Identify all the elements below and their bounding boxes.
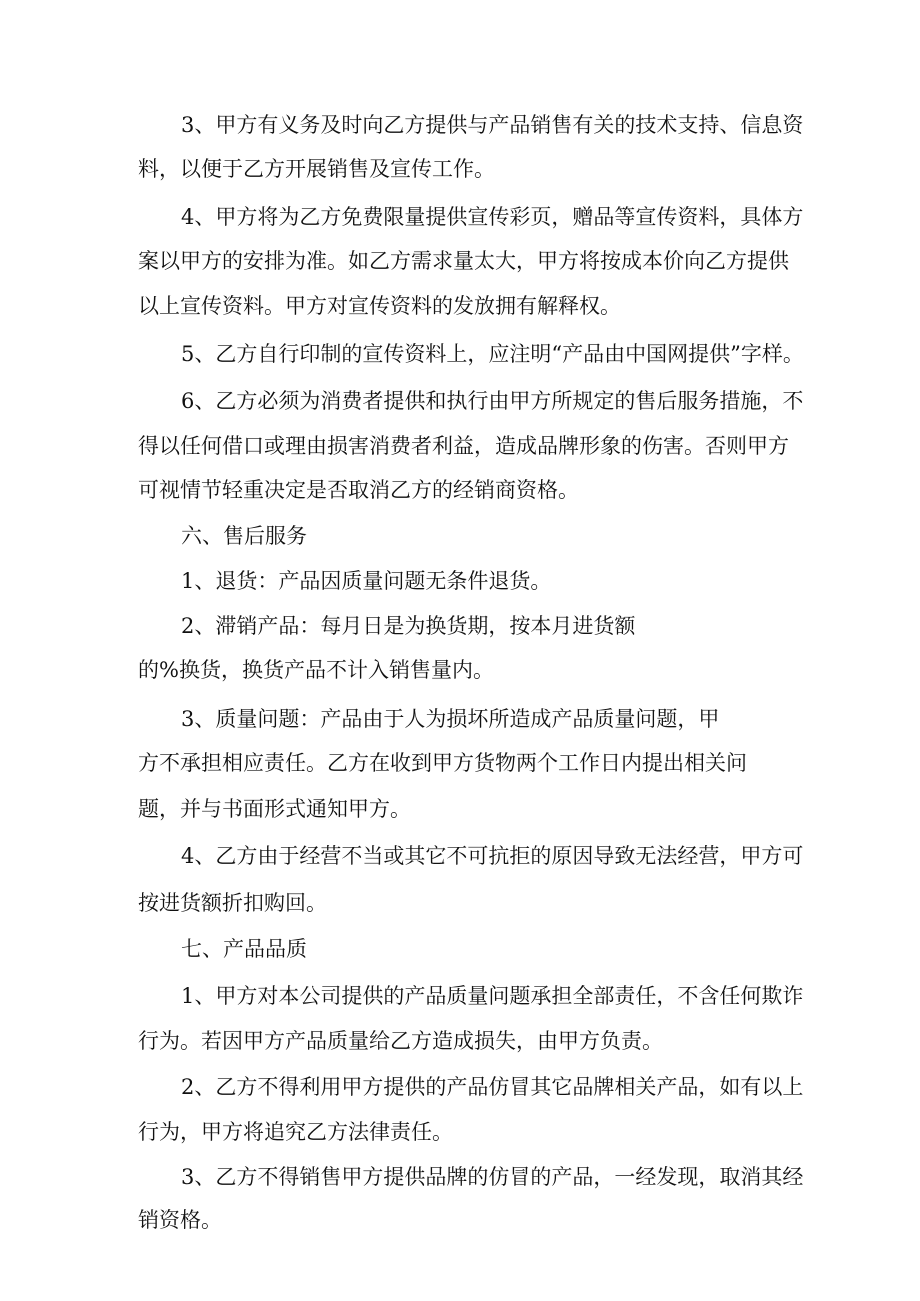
clause-6-3-line-3: 题，并与书面形式通知甲方。 (138, 797, 411, 821)
clause-5-6-line-2: 得以任何借口或理由损害消费者利益，造成品牌形象的伤害。否则甲方 (138, 434, 789, 458)
clause-5-3-line-2: 料，以便于乙方开展销售及宣传工作。 (138, 157, 495, 181)
clause-5-4-line-3: 以上宣传资料。甲方对宣传资料的发放拥有解释权。 (138, 294, 621, 318)
clause-5-4-line-1: 4、甲方将为乙方免费限量提供宣传彩页，赠品等宣传资料，具体方 (181, 205, 804, 229)
clause-5-4-line-2: 案以甲方的安排为准。如乙方需求量太大，甲方将按成本价向乙方提供 (138, 249, 789, 273)
section-heading-product-quality: 七、产品品质 (181, 937, 307, 961)
clause-5-3-line-1: 3、甲方有义务及时向乙方提供与产品销售有关的技术支持、信息资 (181, 113, 804, 137)
clause-5-6-line-3: 可视情节轻重决定是否取消乙方的经销商资格。 (138, 478, 579, 502)
clause-6-4-line-2: 按进货额折扣购回。 (138, 891, 327, 915)
section-heading-after-sales: 六、售后服务 (181, 524, 307, 548)
clause-6-2-line-2: 的%换货，换货产品不计入销售量内。 (138, 658, 494, 682)
clause-5-6-line-1: 6、乙方必须为消费者提供和执行由甲方所规定的售后服务措施，不 (181, 389, 804, 413)
clause-7-3-line-2: 销资格。 (138, 1208, 222, 1232)
clause-6-2-line-1: 2、滞销产品：每月日是为换货期，按本月进货额 (181, 614, 636, 638)
clause-7-2-line-2: 行为，甲方将追究乙方法律责任。 (138, 1120, 453, 1144)
clause-7-2-line-1: 2、乙方不得利用甲方提供的产品仿冒其它品牌相关产品，如有以上 (181, 1075, 804, 1099)
clause-7-1-line-2: 行为。若因甲方产品质量给乙方造成损失，由甲方负责。 (138, 1029, 663, 1053)
clause-6-3-line-1: 3、质量问题：产品由于人为损坏所造成产品质量问题，甲 (181, 707, 720, 731)
clause-6-1-line-1: 1、退货：产品因质量问题无条件退货。 (181, 569, 552, 593)
clause-5-5-line-1: 5、乙方自行印制的宣传资料上，应注明“产品由中国网提供”字样。 (181, 342, 804, 366)
clause-6-4-line-1: 4、乙方由于经营不当或其它不可抗拒的原因导致无法经营，甲方可 (181, 844, 804, 868)
clause-7-1-line-1: 1、甲方对本公司提供的产品质量问题承担全部责任，不含任何欺诈 (181, 984, 804, 1008)
clause-7-3-line-1: 3、乙方不得销售甲方提供品牌的仿冒的产品，一经发现，取消其经 (181, 1165, 804, 1189)
clause-6-3-line-2: 方不承担相应责任。乙方在收到甲方货物两个工作日内提出相关问 (138, 751, 747, 775)
